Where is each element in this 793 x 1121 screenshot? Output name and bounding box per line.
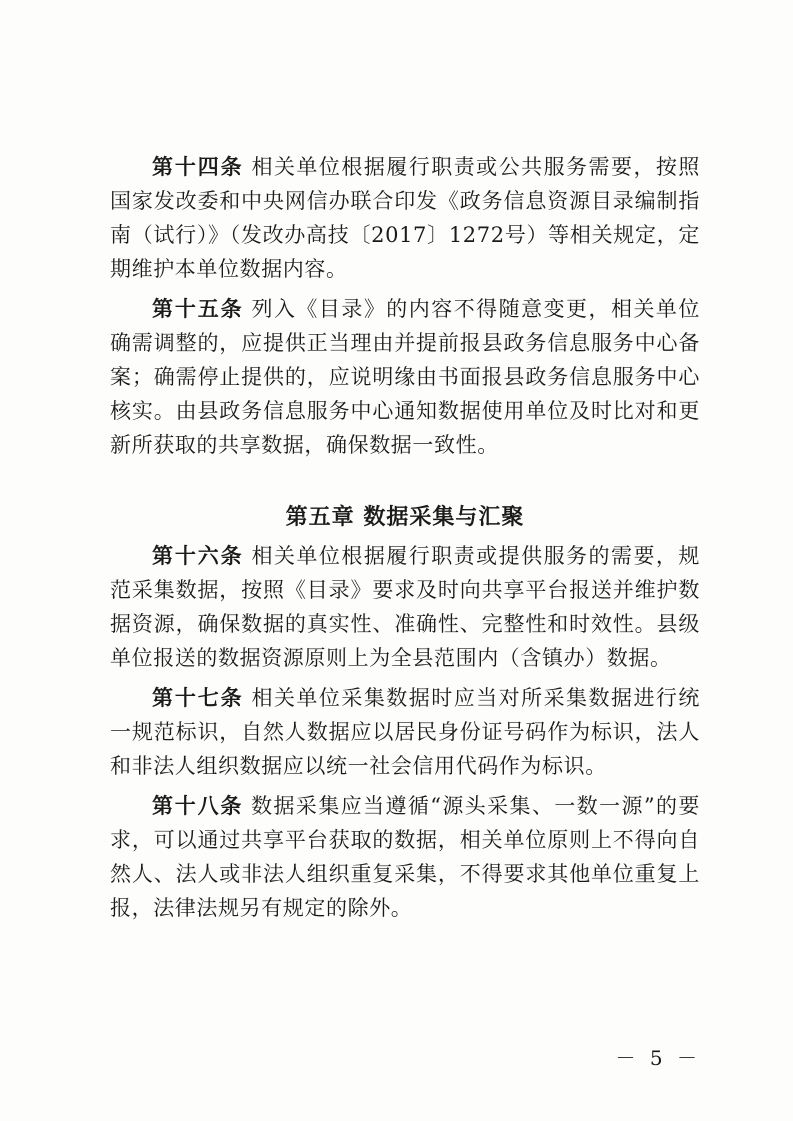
article-text: 相关单位根据履行职责或公共服务需要，按照国家发改委和中央网信办联合印发《政务信息资源目录编制指南（试行）》（发改办高技〔2017〕1272号）等相关规定，定期维护本单位数据内容。 bbox=[110, 155, 701, 281]
chapter-title: 第五章 数据采集与汇聚 bbox=[285, 505, 525, 530]
article-number: 第十五条 bbox=[152, 297, 244, 321]
article-text: 相关单位采集数据时应当对所采集数据进行统一规范标识，自然人数据应以居民身份证号码作为标识，法人和非法人组织数据应以统一社会信用代码作为标识。 bbox=[110, 686, 701, 778]
article-15 bbox=[110, 292, 700, 462]
article-number: 第十七条 bbox=[152, 686, 244, 710]
article-18 bbox=[110, 789, 700, 925]
article-number: 第十八条 bbox=[152, 794, 244, 818]
article-text: 相关单位根据履行职责或提供服务的需要，规范采集数据，按照《目录》要求及时向共享平台报送并维护数据资源，确保数据的真实性、准确性、完整性和时效性。县级单位报送的数据资源原则上为全县范围内（含镇办）数据。 bbox=[110, 544, 701, 670]
article-number: 第十六条 bbox=[152, 544, 244, 568]
article-17 bbox=[110, 681, 700, 783]
document-body bbox=[110, 150, 700, 925]
article-14 bbox=[110, 150, 700, 286]
article-number: 第十四条 bbox=[152, 155, 244, 179]
article-text: 列入《目录》的内容不得随意变更，相关单位确需调整的，应提供正当理由并提前报县政务信息服务中心备案；确需停止提供的，应说明缘由书面报县政务信息服务中心核实。由县政务信息服务中心通知数据使用单位及时比对和更新所获取的共享数据，确保数据一致性。 bbox=[110, 297, 701, 457]
article-16 bbox=[110, 539, 700, 675]
page-number: － 5 － bbox=[615, 1046, 701, 1070]
article-text: 数据采集应当遵循“源头采集、一数一源”的要求，可以通过共享平台获取的数据，相关单位原则上不得向自然人、法人或非法人组织重复采集，不得要求其他单位重复上报，法律法规另有规定的除外。 bbox=[110, 794, 700, 920]
